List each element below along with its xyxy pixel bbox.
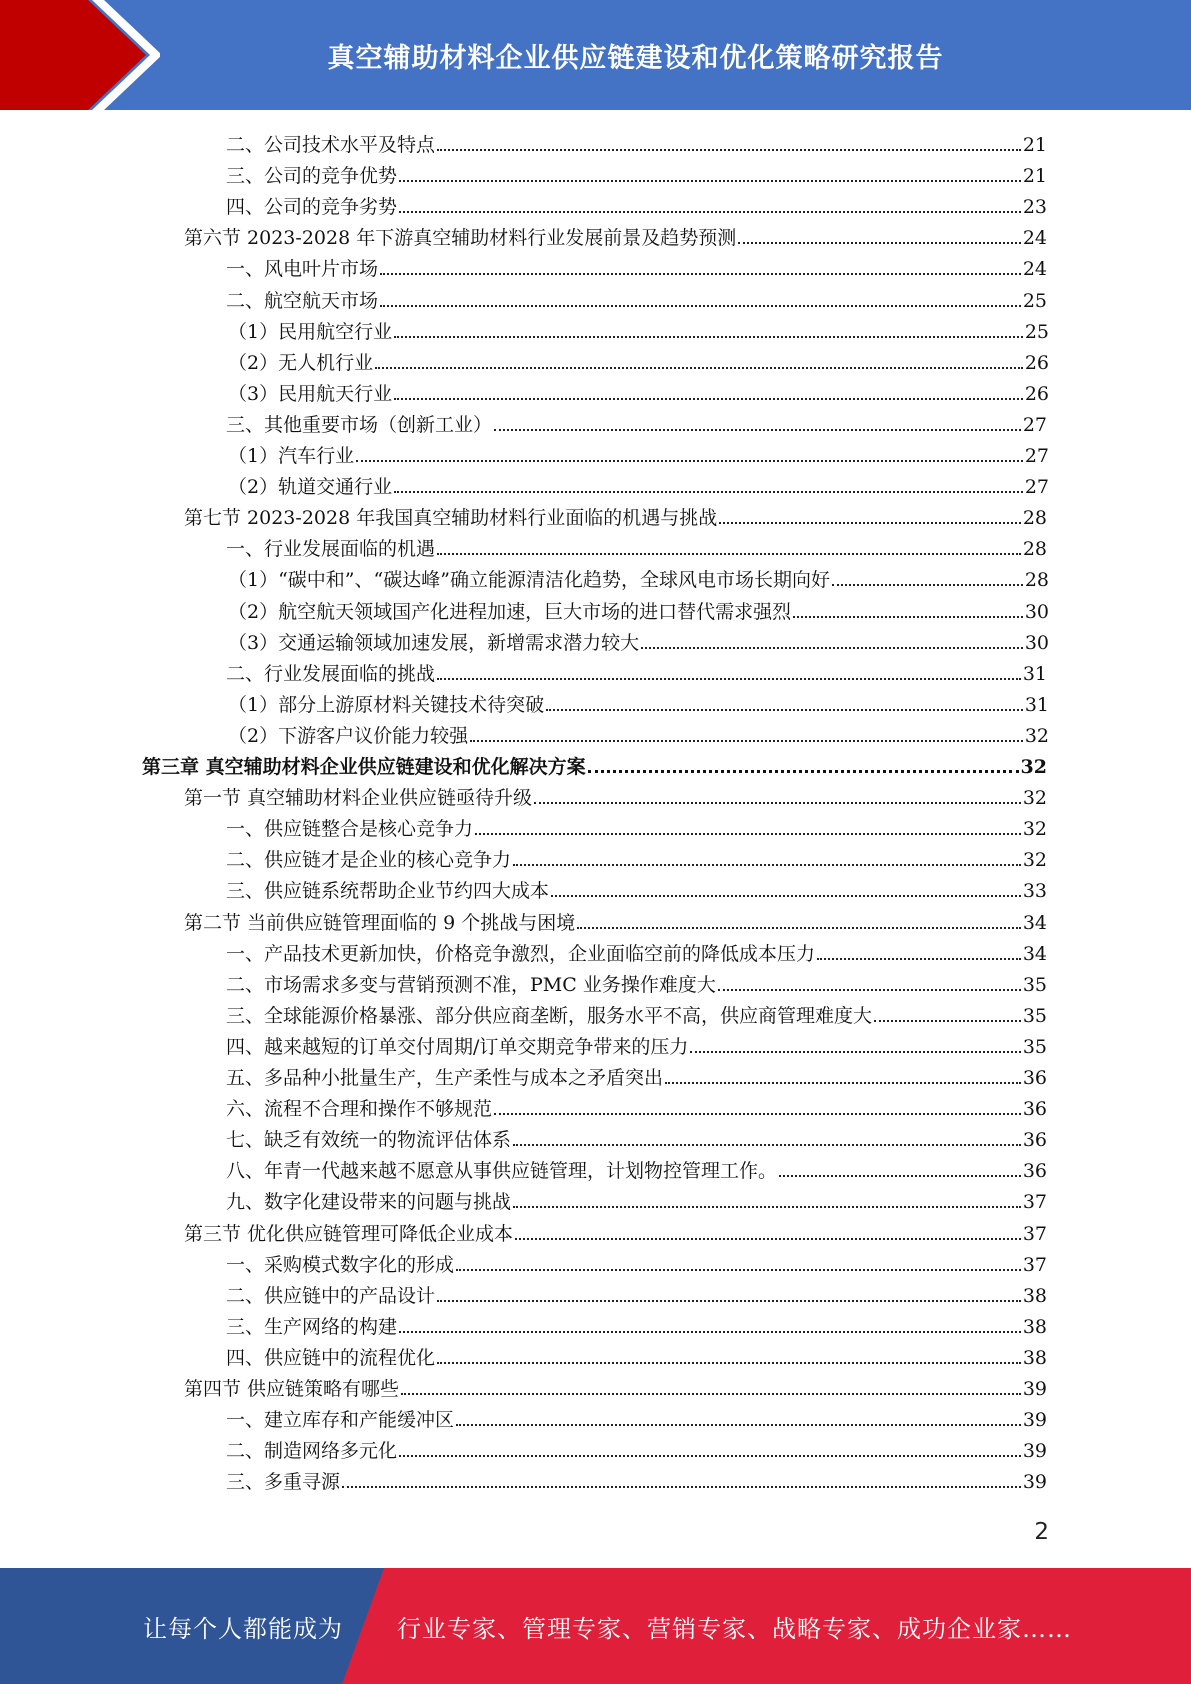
toc-dot-leader (475, 833, 1021, 835)
toc-entry[interactable] (228, 468, 1049, 499)
toc-entry-label: 一、供应链整合是核心竞争力 (226, 818, 474, 840)
toc-dot-leader (494, 1113, 1021, 1115)
toc-entry-page: 36 (1022, 1160, 1047, 1182)
toc-entry-label: 二、供应链才是企业的核心竞争力 (226, 849, 512, 871)
toc-entry-page: 27 (1024, 445, 1049, 467)
toc-dot-leader (513, 1206, 1021, 1208)
toc-entry-label: （3）民用航天行业 (228, 383, 393, 405)
toc-dot-leader (380, 273, 1021, 275)
toc-entry-page: 37 (1022, 1223, 1047, 1245)
toc-entry[interactable] (226, 188, 1047, 219)
toc-dot-leader (665, 1082, 1021, 1084)
toc-entry[interactable] (226, 157, 1047, 188)
toc-entry-page: 30 (1024, 601, 1049, 623)
toc-dot-leader (779, 1175, 1021, 1177)
toc-dot-leader (551, 895, 1021, 897)
toc-dot-leader (380, 305, 1021, 307)
toc-entry[interactable] (226, 1121, 1047, 1152)
toc-entry[interactable] (226, 966, 1047, 997)
toc-entry-page: 31 (1024, 694, 1049, 716)
toc-entry[interactable] (228, 313, 1049, 344)
toc-entry-label: 七、缺乏有效统一的物流评估体系 (226, 1129, 512, 1151)
toc-entry-page: 36 (1022, 1067, 1047, 1089)
toc-entry-label: 第一节 真空辅助材料企业供应链亟待升级 (184, 787, 533, 809)
toc-entry-page: 35 (1022, 1005, 1047, 1027)
toc-entry-page: 37 (1022, 1191, 1047, 1213)
toc-dot-leader (399, 180, 1021, 182)
toc-entry[interactable] (226, 282, 1047, 313)
toc-entry-page: 39 (1022, 1471, 1047, 1493)
toc-entry[interactable] (226, 1277, 1047, 1308)
toc-entry[interactable] (226, 1339, 1047, 1370)
toc-entry-label: 三、公司的竞争优势 (226, 165, 398, 187)
toc-dot-leader (399, 1331, 1021, 1333)
toc-dot-leader (375, 367, 1023, 369)
toc-entry[interactable] (228, 561, 1049, 592)
toc-entry[interactable] (226, 1059, 1047, 1090)
toc-entry-label: 四、越来越短的订单交付周期/订单交期竞争带来的压力 (226, 1036, 689, 1058)
toc-entry-label: 二、公司技术水平及特点 (226, 134, 436, 156)
toc-entry[interactable] (228, 375, 1049, 406)
toc-entry-page: 25 (1022, 290, 1047, 312)
toc-entry[interactable] (226, 1090, 1047, 1121)
toc-entry-page: 25 (1024, 321, 1049, 343)
toc-entry[interactable] (226, 1183, 1047, 1214)
toc-entry-label: 一、产品技术更新加快，价格竞争激烈，企业面临空前的降低成本压力 (226, 943, 816, 965)
toc-dot-leader (401, 1393, 1021, 1395)
toc-dot-leader (342, 1486, 1021, 1488)
toc-entry[interactable] (226, 1028, 1047, 1059)
toc-entry-page: 27 (1022, 414, 1047, 436)
toc-entry-label: （2）无人机行业 (228, 352, 374, 374)
toc-entry-label: 六、流程不合理和操作不够规范 (226, 1098, 493, 1120)
toc-entry-page: 33 (1022, 880, 1047, 902)
toc-entry-label: 三、供应链系统帮助企业节约四大成本 (226, 880, 550, 902)
toc-entry-page: 37 (1022, 1254, 1047, 1276)
toc-dot-leader (690, 1051, 1020, 1053)
toc-entry[interactable] (226, 1152, 1047, 1183)
toc-dot-leader (470, 740, 1023, 742)
page-header (0, 0, 1191, 110)
toc-entry-page: 26 (1024, 352, 1049, 374)
toc-entry-page: 38 (1022, 1285, 1047, 1307)
chevron-arrow-icon (0, 0, 160, 110)
toc-entry-page: 38 (1022, 1316, 1047, 1338)
toc-entry-label: 第三节 优化供应链管理可降低企业成本 (184, 1223, 514, 1245)
toc-entry-page: 32 (1024, 725, 1049, 747)
toc-entry-page: 39 (1022, 1409, 1047, 1431)
toc-dot-leader (437, 1362, 1021, 1364)
toc-entry[interactable] (184, 904, 1047, 935)
toc-entry-label: 一、建立库存和产能缓冲区 (226, 1409, 455, 1431)
toc-entry-page: 39 (1022, 1378, 1047, 1400)
toc-entry-label: 二、航空航天市场 (226, 290, 379, 312)
toc-entry-label: 三、其他重要市场（创新工业） (226, 414, 493, 436)
toc-dot-leader (641, 647, 1023, 649)
toc-entry-page: 24 (1022, 227, 1047, 249)
toc-entry-page: 39 (1022, 1440, 1047, 1462)
toc-entry-page: 32 (1020, 756, 1047, 778)
toc-dot-leader (399, 211, 1021, 213)
toc-entry-label: 四、公司的竞争劣势 (226, 196, 398, 218)
toc-dot-leader (515, 1238, 1021, 1240)
toc-entry-page: 32 (1022, 818, 1047, 840)
toc-entry[interactable] (226, 1463, 1047, 1494)
toc-dot-leader (394, 398, 1023, 400)
toc-dot-leader (718, 989, 1021, 991)
toc-entry-page: 24 (1022, 258, 1047, 280)
toc-entry-label: 一、风电叶片市场 (226, 258, 379, 280)
toc-entry[interactable] (228, 686, 1049, 717)
toc-entry-label: （1）部分上游原材料关键技术待突破 (228, 694, 545, 716)
toc-dot-leader (832, 584, 1023, 586)
toc-entry-label: 五、多品种小批量生产，生产柔性与成本之矛盾突出 (226, 1067, 664, 1089)
toc-entry[interactable] (226, 841, 1047, 872)
toc-entry[interactable] (226, 406, 1047, 437)
toc-entry-page: 35 (1022, 1036, 1047, 1058)
toc-entry-label: 三、多重寻源 (226, 1471, 341, 1493)
toc-dot-leader (437, 1300, 1021, 1302)
toc-entry-label: 三、全球能源价格暴涨、部分供应商垄断，服务水平不高，供应商管理难度大 (226, 1005, 873, 1027)
toc-entry-label: 一、行业发展面临的机遇 (226, 538, 436, 560)
toc-entry[interactable] (226, 997, 1047, 1028)
toc-dot-leader (546, 709, 1023, 711)
toc-entry[interactable] (226, 935, 1047, 966)
report-title: 真空辅助材料企业供应链建设和优化策略研究报告 (327, 42, 944, 74)
toc-dot-leader (437, 149, 1021, 151)
toc-entry-label: 四、供应链中的流程优化 (226, 1347, 436, 1369)
toc-dot-leader (394, 336, 1023, 338)
toc-dot-leader (437, 553, 1021, 555)
toc-dot-leader (399, 1455, 1021, 1457)
toc-entry-page: 28 (1024, 569, 1049, 591)
toc-dot-leader (456, 1424, 1021, 1426)
toc-entry[interactable] (226, 1246, 1047, 1277)
toc-entry-label: 二、制造网络多元化 (226, 1440, 398, 1462)
toc-entry-label: （2）下游客户议价能力较强 (228, 725, 469, 747)
toc-entry-label: 第四节 供应链策略有哪些 (184, 1378, 400, 1400)
toc-entry-page: 35 (1022, 974, 1047, 996)
toc-entry-label: （2）轨道交通行业 (228, 476, 393, 498)
toc-entry-label: 三、生产网络的构建 (226, 1316, 398, 1338)
toc-entry-label: 第七节 2023-2028 年我国真空辅助材料行业面临的机遇与挑战 (184, 507, 718, 529)
toc-dot-leader (534, 802, 1021, 804)
toc-entry[interactable] (226, 1432, 1047, 1463)
toc-dot-leader (456, 1269, 1021, 1271)
toc-entry-page: 32 (1022, 849, 1047, 871)
toc-dot-leader (588, 770, 1019, 773)
toc-entry[interactable] (226, 126, 1047, 157)
footer-slogan-left: 让每个人都能成为 (143, 1614, 343, 1643)
toc-dot-leader (437, 678, 1021, 680)
toc-entry[interactable] (184, 1370, 1047, 1401)
toc-dot-leader (494, 429, 1021, 431)
toc-entry-page: 34 (1022, 943, 1047, 965)
toc-dot-leader (738, 242, 1021, 244)
toc-entry-page: 21 (1022, 165, 1047, 187)
toc-entry-label: 二、供应链中的产品设计 (226, 1285, 436, 1307)
toc-entry-page: 31 (1022, 663, 1047, 685)
toc-entry-label: 第三章 真空辅助材料企业供应链建设和优化解决方案 (142, 756, 586, 778)
toc-dot-leader (874, 1020, 1021, 1022)
toc-entry[interactable] (228, 717, 1049, 748)
toc-entry[interactable] (184, 499, 1047, 530)
toc-entry-page: 28 (1022, 507, 1047, 529)
toc-entry-page: 21 (1022, 134, 1047, 156)
toc-entry[interactable] (226, 1308, 1047, 1339)
toc-entry-label: 第六节 2023-2028 年下游真空辅助材料行业发展前景及趋势预测 (184, 227, 737, 249)
toc-entry-label: 九、数字化建设带来的问题与挑战 (226, 1191, 512, 1213)
toc-entry[interactable] (226, 530, 1047, 561)
footer-slogan-right: 行业专家、管理专家、营销专家、战略专家、成功企业家…… (397, 1614, 1072, 1643)
toc-entry[interactable] (228, 624, 1049, 655)
toc-entry-label: 一、采购模式数字化的形成 (226, 1254, 455, 1276)
toc-entry[interactable] (228, 593, 1049, 624)
toc-entry[interactable] (228, 344, 1049, 375)
toc-entry-page: 26 (1024, 383, 1049, 405)
toc-entry-label: 第二节 当前供应链管理面临的 9 个挑战与困境 (184, 912, 576, 934)
toc-entry[interactable] (184, 779, 1047, 810)
toc-dot-leader (513, 864, 1021, 866)
toc-entry-page: 30 (1024, 632, 1049, 654)
toc-entry[interactable] (184, 1215, 1047, 1246)
toc-entry-label: （3）交通运输领域加速发展，新增需求潜力较大 (228, 632, 640, 654)
toc-entry[interactable] (226, 872, 1047, 903)
toc-dot-leader (513, 1144, 1021, 1146)
toc-entry[interactable] (226, 250, 1047, 281)
toc-entry[interactable] (184, 219, 1047, 250)
toc-dot-leader (719, 522, 1021, 524)
toc-entry-label: （2）航空航天领域国产化进程加速，巨大市场的进口替代需求强烈 (228, 601, 792, 623)
page-footer (0, 1568, 1191, 1684)
toc-entry-label: 二、市场需求多变与营销预测不准，PMC 业务操作难度大 (226, 974, 716, 996)
toc-entry[interactable] (226, 655, 1047, 686)
toc-entry-page: 34 (1022, 912, 1047, 934)
toc-entry[interactable] (142, 748, 1047, 779)
toc-entry-page: 36 (1022, 1129, 1047, 1151)
toc-entry[interactable] (226, 810, 1047, 841)
toc-entry[interactable] (226, 1401, 1047, 1432)
toc-entry-label: （1）“碳中和”、“碳达峰”确立能源清洁化趋势，全球风电市场长期向好 (228, 569, 830, 591)
toc-dot-leader (577, 927, 1021, 929)
toc-entry-page: 28 (1022, 538, 1047, 560)
toc-entry-page: 38 (1022, 1347, 1047, 1369)
toc-entry[interactable] (228, 437, 1049, 468)
toc-dot-leader (793, 616, 1023, 618)
toc-entry-label: （1）民用航空行业 (228, 321, 393, 343)
toc-entry-label: 八、年青一代越来越不愿意从事供应链管理，计划物控管理工作。 (226, 1160, 778, 1182)
toc-entry-page: 32 (1022, 787, 1047, 809)
toc-dot-leader (817, 958, 1021, 960)
toc-entry-page: 23 (1022, 196, 1047, 218)
toc-entry-label: （1）汽车行业 (228, 445, 355, 467)
toc-entry-page: 27 (1024, 476, 1049, 498)
page-number: 2 (1034, 1519, 1049, 1545)
toc-entry-page: 36 (1022, 1098, 1047, 1120)
toc-dot-leader (394, 491, 1023, 493)
toc-entry-label: 二、行业发展面临的挑战 (226, 663, 436, 685)
toc-dot-leader (356, 460, 1023, 462)
